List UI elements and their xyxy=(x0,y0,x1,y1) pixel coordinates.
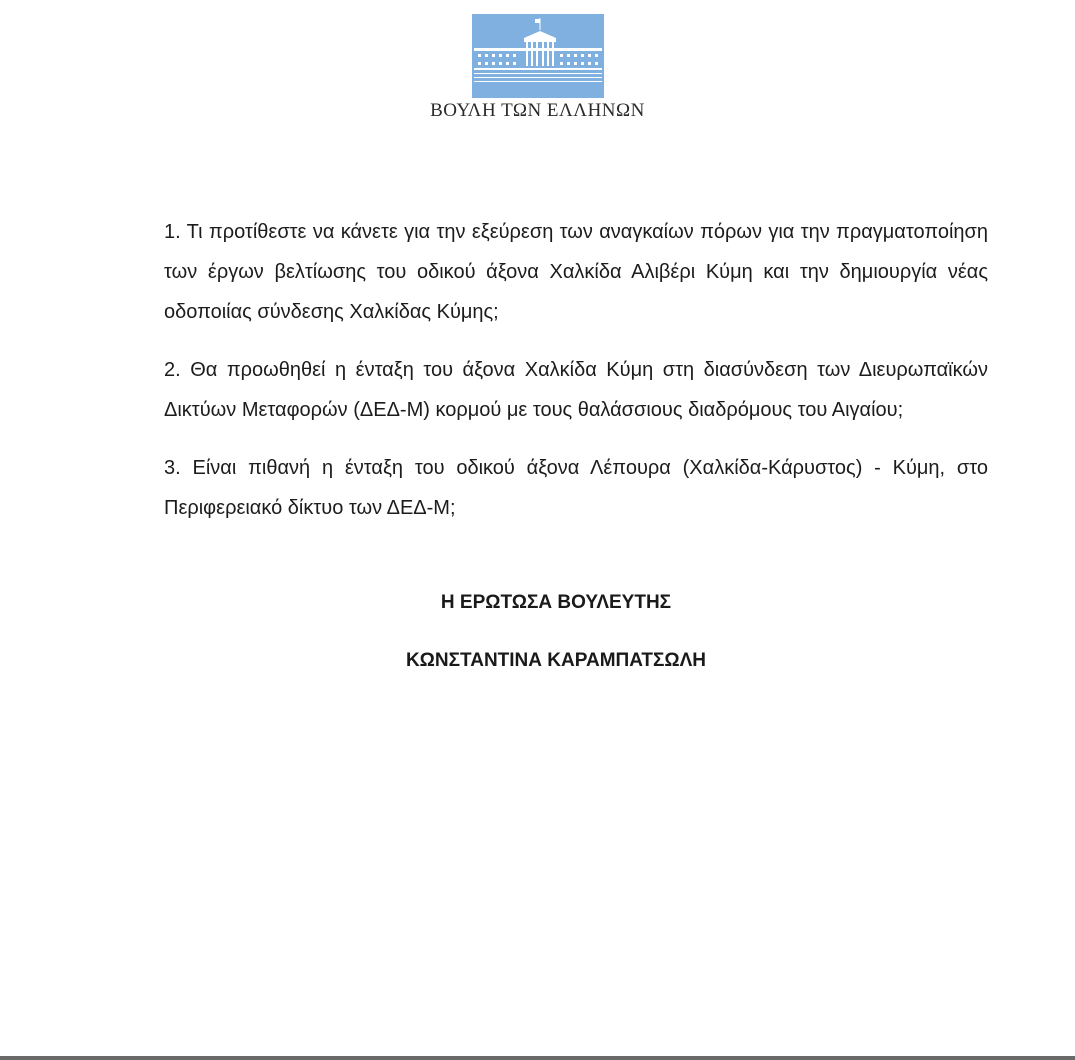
question-item: 2. Θα προωθηθεί η ένταξη του άξονα Χαλκίδα Κύμη στη διασύνδεση των Διευρωπαϊκών Δικτύων Μεταφορών (ΔΕΔ-Μ) κορμού με τους θαλάσσιους διαδρόμους του Αιγαίου; xyxy=(164,359,988,421)
signature-role: Η ΕΡΩΤΩΣΑ ΒΟΥΛΕΥΤΗΣ xyxy=(440,592,672,613)
parliament-logo xyxy=(0,14,1075,122)
question-item: 1. Τι προτίθεστε να κάνετε για την εξεύρεση των αναγκαίων πόρων για την πραγματοποίηση των έργων βελτίωσης του οδικού άξονα Χαλκίδα Αλιβέρι Κύμη και την δημιουργία νέας οδοποιίας σύνδεσης Χαλκίδας Κύμης; xyxy=(164,221,988,323)
parliament-building-icon xyxy=(472,14,604,98)
question-list xyxy=(164,212,988,546)
page-bottom-divider xyxy=(0,1056,1075,1060)
question-item: 3. Είναι πιθανή η ένταξη του οδικού άξονα Λέπουρα (Χαλκίδα-Κάρυστος) - Κύμη, στο Περιφερειακό δίκτυο των ΔΕΔ-Μ; xyxy=(164,457,988,519)
parliament-caption: ΒΟΥΛΗ ΤΩΝ ΕΛΛΗΝΩΝ xyxy=(430,100,645,121)
signature-name: ΚΩΝΣΤΑΝΤΙΝΑ ΚΑΡΑΜΠΑΤΣΩΛΗ xyxy=(405,650,707,671)
